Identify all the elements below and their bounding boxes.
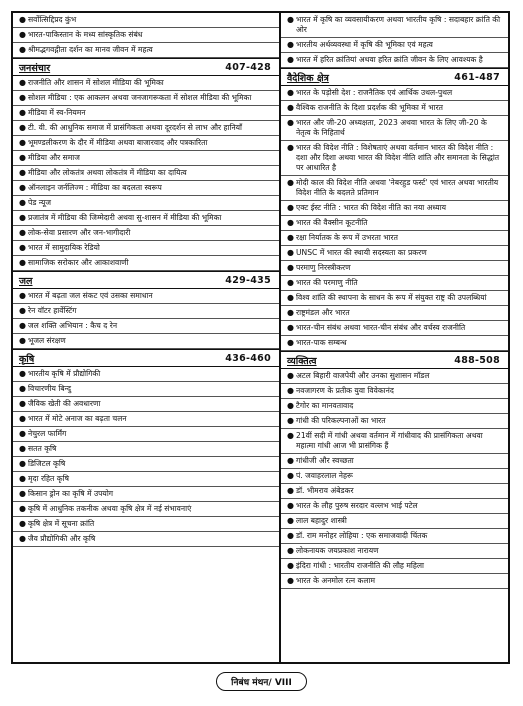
bullet-icon: ● bbox=[287, 531, 294, 540]
section-header bbox=[13, 349, 279, 367]
item-text: गांधीजी और स्वच्छता bbox=[296, 456, 354, 465]
item-text: भारत की परमाणु नीति bbox=[296, 278, 358, 287]
item-text: जैविक खेती की अवधारणा bbox=[28, 399, 101, 408]
item-text: डिजिटल कृषि bbox=[28, 459, 66, 468]
contents-item bbox=[13, 334, 279, 349]
item-text: विश्व शांति की स्थापना के साधन के रूप में संयुक्त राष्ट्र की उपलब्धियां bbox=[296, 293, 487, 302]
bullet-icon: ● bbox=[19, 138, 26, 147]
bullet-icon: ● bbox=[19, 384, 26, 393]
bullet-icon: ● bbox=[287, 323, 294, 332]
item-text: लाल बहादुर शास्त्री bbox=[296, 516, 347, 525]
section-page-range: 436-460 bbox=[225, 352, 271, 364]
contents-item bbox=[281, 306, 508, 321]
item-text: भारत की विदेश नीति : विशेषताएं अथवा वर्तमान भारत की विदेश नीति : दशा और दिशा अथवा भारत की विदेश नीति शांति और समानता के सिद्धांत पर आधारित है bbox=[296, 143, 500, 172]
item-text: भारत में मोटे अनाज का बढ़ता चलन bbox=[28, 414, 127, 423]
item-text: डॉ. राम मनोहर लोहिया : एक समाजवादी चिंतक bbox=[296, 531, 428, 540]
contents-item bbox=[13, 106, 279, 121]
item-text: टी. वी. की आधुनिक समाज में प्रासंगिकता अथवा दूरदर्शन से लाभ और हानियाँ bbox=[28, 123, 243, 132]
contents-item bbox=[281, 176, 508, 201]
contents-item bbox=[281, 544, 508, 559]
section bbox=[13, 349, 279, 547]
bullet-icon: ● bbox=[287, 233, 294, 242]
contents-item bbox=[281, 201, 508, 216]
bullet-icon: ● bbox=[19, 504, 26, 513]
contents-item bbox=[13, 43, 279, 58]
bullet-icon: ● bbox=[19, 45, 26, 54]
section-header bbox=[13, 271, 279, 289]
bullet-icon: ● bbox=[287, 471, 294, 480]
section-title: व्यक्तित्व bbox=[287, 355, 317, 367]
item-text: मृदा रहित कृषि bbox=[28, 474, 69, 483]
bullet-icon: ● bbox=[19, 336, 26, 345]
item-text: वैश्विक राजनीति के दिशा प्रदर्शक की भूमिका में भारत bbox=[296, 103, 443, 112]
contents-item bbox=[13, 472, 279, 487]
bullet-icon: ● bbox=[19, 153, 26, 162]
contents-item bbox=[13, 304, 279, 319]
contents-item bbox=[281, 86, 508, 101]
bullet-icon: ● bbox=[19, 459, 26, 468]
item-text: परमाणु निरस्त्रीकरण bbox=[296, 263, 351, 272]
section-item-list bbox=[281, 369, 508, 589]
section bbox=[13, 271, 279, 349]
contents-item bbox=[281, 369, 508, 384]
bullet-icon: ● bbox=[19, 369, 26, 378]
section-page-range: 488-508 bbox=[454, 354, 500, 366]
bullet-icon: ● bbox=[287, 516, 294, 525]
bullet-icon: ● bbox=[287, 15, 294, 24]
item-text: UNSC में भारत की स्थायी सदस्यता का प्रकरण bbox=[296, 248, 427, 257]
left-sections bbox=[13, 58, 279, 547]
bullet-icon: ● bbox=[19, 399, 26, 408]
contents-item bbox=[281, 116, 508, 141]
item-text: पं. जवाहरलाल नेहरू bbox=[296, 471, 353, 480]
section-title: जल bbox=[19, 275, 33, 287]
bullet-icon: ● bbox=[19, 258, 26, 267]
item-text: भारत-चीन संबंध अथवा भारत-चीन संबंध और वर्चस्व राजनीति bbox=[296, 323, 466, 332]
item-text: भारत में हरित क्रांतियां अथवा हरित क्रांति जीवन के लिए आवश्यक है bbox=[296, 55, 483, 64]
contents-item bbox=[13, 256, 279, 271]
contents-item bbox=[281, 469, 508, 484]
contents-item bbox=[13, 487, 279, 502]
bullet-icon: ● bbox=[287, 278, 294, 287]
item-text: मीडिया और लोकतंत्र अथवा लोकतंत्र में मीडिया का दायित्व bbox=[28, 168, 187, 177]
item-text: रेन वॉटर हार्वेस्टिंग bbox=[28, 306, 77, 315]
bullet-icon: ● bbox=[287, 88, 294, 97]
contents-item bbox=[13, 289, 279, 304]
bullet-icon: ● bbox=[19, 429, 26, 438]
bullet-icon: ● bbox=[19, 30, 26, 39]
bullet-icon: ● bbox=[287, 55, 294, 64]
bullet-icon: ● bbox=[287, 401, 294, 410]
section-header bbox=[281, 351, 508, 369]
item-text: अटल बिहारी वाजपेयी और उनका सुशासन मॉडल bbox=[296, 371, 430, 380]
contents-item bbox=[13, 427, 279, 442]
item-text: भारत के लौह पुरुष सरदार वल्लभ भाई पटेल bbox=[296, 501, 418, 510]
bullet-icon: ● bbox=[287, 561, 294, 570]
item-text: एक्ट ईस्ट नीति : भारत की विदेश नीति का नया अध्याय bbox=[296, 203, 447, 212]
item-text: नेचुरल फार्मिंग bbox=[28, 429, 67, 438]
item-text: मोदी काल की विदेश नीति अथवा 'नेबरहुड फर्स्ट' एवं भारत अथवा भारतीय विदेश नीति के बदलते प्रतिमान bbox=[296, 178, 499, 197]
contents-item bbox=[13, 319, 279, 334]
section-title: कृषि bbox=[19, 353, 35, 365]
bullet-icon: ● bbox=[19, 15, 26, 24]
item-text: सामाजिक सरोकार और आकाशवाणी bbox=[28, 258, 129, 267]
item-text: सतत कृषि bbox=[28, 444, 57, 453]
contents-item bbox=[281, 336, 508, 351]
contents-item bbox=[13, 196, 279, 211]
bullet-icon: ● bbox=[287, 431, 294, 440]
item-text: कृषि क्षेत्र में सूचना क्रांति bbox=[28, 519, 95, 528]
contents-item bbox=[281, 529, 508, 544]
item-text: भारतीय अर्थव्यवस्था में कृषि की भूमिका एवं महत्व bbox=[296, 40, 433, 49]
section-page-range: 429-435 bbox=[225, 274, 271, 286]
item-text: भारत-पाक सम्बन्ध bbox=[296, 338, 347, 347]
bullet-icon: ● bbox=[287, 308, 294, 317]
contents-item bbox=[13, 397, 279, 412]
item-text: 21वीं सदी में गांधी अथवा वर्तमान में गांधीवाद की प्रासंगिकता अथवा महात्मा गांधी आज भी प्रासंगिक हैं bbox=[296, 431, 483, 450]
bullet-icon: ● bbox=[19, 291, 26, 300]
contents-item bbox=[13, 382, 279, 397]
bullet-icon: ● bbox=[19, 306, 26, 315]
bullet-icon: ● bbox=[287, 546, 294, 555]
contents-item bbox=[281, 429, 508, 454]
contents-item bbox=[13, 226, 279, 241]
contents-item bbox=[13, 181, 279, 196]
item-text: डॉ. भीमराव अंबेडकर bbox=[296, 486, 354, 495]
bullet-icon: ● bbox=[19, 534, 26, 543]
item-text: भारत की वैक्सीन कूटनीति bbox=[296, 218, 368, 227]
section bbox=[281, 68, 508, 351]
item-text: पेड न्यूज bbox=[28, 198, 52, 207]
contents-item bbox=[13, 211, 279, 226]
left-column bbox=[13, 13, 281, 662]
bullet-icon: ● bbox=[287, 293, 294, 302]
contents-item bbox=[13, 13, 279, 28]
contents-item bbox=[13, 367, 279, 382]
item-text: नवजागरण के प्रतीक युवा विवेकानंद bbox=[296, 386, 394, 395]
item-text: कृषि में आधुनिक तकनीक अथवा कृषि क्षेत्र में नई संभावनाएं bbox=[28, 504, 192, 513]
item-text: रक्षा निर्यातक के रूप में उभरता भारत bbox=[296, 233, 398, 242]
item-text: जैव प्रौद्योगिकी और कृषि bbox=[28, 534, 96, 543]
bullet-icon: ● bbox=[287, 248, 294, 257]
contents-item bbox=[281, 231, 508, 246]
bullet-icon: ● bbox=[19, 474, 26, 483]
bullet-icon: ● bbox=[19, 93, 26, 102]
bullet-icon: ● bbox=[19, 123, 26, 132]
section-item-list bbox=[13, 367, 279, 547]
contents-item bbox=[281, 484, 508, 499]
contents-item bbox=[281, 499, 508, 514]
bullet-icon: ● bbox=[287, 416, 294, 425]
contents-item bbox=[281, 101, 508, 116]
item-text: लोकनायक जयप्रकाश नारायण bbox=[296, 546, 379, 555]
item-text: गांधी की परिकल्पनाओं का भारत bbox=[296, 416, 386, 425]
item-text: राष्ट्रमंडल और भारत bbox=[296, 308, 350, 317]
contents-item bbox=[281, 38, 508, 53]
contents-item bbox=[281, 261, 508, 276]
bullet-icon: ● bbox=[287, 263, 294, 272]
bullet-icon: ● bbox=[19, 213, 26, 222]
section-page-range: 461-487 bbox=[454, 71, 500, 83]
contents-item bbox=[281, 13, 508, 38]
item-text: भारत के पड़ोसी देश : राजनैतिक एवं आर्थिक उथल-पुथल bbox=[296, 88, 453, 97]
contents-item bbox=[281, 276, 508, 291]
bullet-icon: ● bbox=[287, 338, 294, 347]
contents-item bbox=[13, 412, 279, 427]
item-text: मीडिया में स्व-नियमन bbox=[28, 108, 86, 117]
bullet-icon: ● bbox=[19, 519, 26, 528]
item-text: भारत में बढ़ता जल संकट एवं उसका समाधान bbox=[28, 291, 153, 300]
contents-frame bbox=[11, 11, 510, 664]
bullet-icon: ● bbox=[19, 183, 26, 192]
bullet-icon: ● bbox=[287, 576, 294, 585]
right-sections bbox=[281, 68, 508, 589]
contents-item bbox=[13, 502, 279, 517]
contents-item bbox=[281, 574, 508, 589]
contents-item bbox=[13, 76, 279, 91]
bullet-icon: ● bbox=[287, 501, 294, 510]
left-intro-list bbox=[13, 13, 279, 58]
section-header bbox=[281, 68, 508, 86]
item-text: भूजल संरक्षण bbox=[28, 336, 66, 345]
bullet-icon: ● bbox=[287, 203, 294, 212]
section-item-list bbox=[13, 289, 279, 349]
item-text: भूमण्डलीकरण के दौर में मीडिया अथवा बाजारवाद और पत्रकारिता bbox=[28, 138, 208, 147]
bullet-icon: ● bbox=[287, 178, 294, 187]
item-text: भारत में सामुदायिक रेडियो bbox=[28, 243, 100, 252]
contents-item bbox=[281, 559, 508, 574]
item-text: मीडिया और समाज bbox=[28, 153, 80, 162]
item-text: विचारणीय बिन्दु bbox=[28, 384, 72, 393]
item-text: सोशल मीडिया : एक आकलन अथवा जनजागरूकता में सोशल मीडिया की भूमिका bbox=[28, 93, 252, 102]
contents-item bbox=[13, 121, 279, 136]
item-text: सर्वोत्सिद्दिप्रद कुंभ bbox=[28, 15, 77, 24]
contents-item bbox=[281, 53, 508, 68]
contents-item bbox=[13, 241, 279, 256]
section bbox=[281, 351, 508, 589]
bullet-icon: ● bbox=[287, 386, 294, 395]
item-text: टैगोर का मानवतावाद bbox=[296, 401, 354, 410]
contents-item bbox=[13, 91, 279, 106]
contents-item bbox=[13, 136, 279, 151]
section-header bbox=[13, 58, 279, 76]
item-text: भारतीय कृषि में प्रौद्योगिकी bbox=[28, 369, 101, 378]
contents-item bbox=[13, 517, 279, 532]
bullet-icon: ● bbox=[19, 228, 26, 237]
item-text: इंदिरा गांधी : भारतीय राजनीति की लौह महिला bbox=[296, 561, 425, 570]
item-text: भारत-पाकिस्तान के मध्य सांस्कृतिक संबंध bbox=[28, 30, 143, 39]
contents-item bbox=[281, 514, 508, 529]
item-text: लोक-सेवा प्रसारण और जन-भागीदारी bbox=[28, 228, 131, 237]
contents-item bbox=[281, 246, 508, 261]
item-text: भारत में कृषि का व्यवसायीकरण अथवा भारतीय कृषि : सदाबहार क्रांति की ओर bbox=[296, 15, 501, 34]
item-text: ऑनलाइन जर्नलिज्म : मीडिया का बदलता स्वरूप bbox=[28, 183, 162, 192]
contents-item bbox=[13, 532, 279, 547]
contents-item bbox=[13, 442, 279, 457]
bullet-icon: ● bbox=[287, 456, 294, 465]
bullet-icon: ● bbox=[19, 78, 26, 87]
item-text: राजनीति और शासन में सोशल मीडिया की भूमिका bbox=[28, 78, 164, 87]
bullet-icon: ● bbox=[19, 108, 26, 117]
section-item-list bbox=[13, 76, 279, 271]
item-text: जल शक्ति अभियान : कैच द रेन bbox=[28, 321, 118, 330]
bullet-icon: ● bbox=[19, 243, 26, 252]
bullet-icon: ● bbox=[287, 118, 294, 127]
bullet-icon: ● bbox=[19, 198, 26, 207]
section-title: जनसंचार bbox=[19, 62, 51, 74]
bullet-icon: ● bbox=[19, 321, 26, 330]
contents-item bbox=[281, 454, 508, 469]
contents-item bbox=[281, 291, 508, 306]
section bbox=[13, 58, 279, 271]
contents-item bbox=[281, 321, 508, 336]
section-title: वैदेशिक क्षेत्र bbox=[287, 72, 329, 84]
contents-item bbox=[281, 399, 508, 414]
footer-label: निबंध मंथन/ VIII bbox=[216, 672, 307, 691]
contents-item bbox=[281, 141, 508, 176]
item-text: प्रजातंत्र में मीडिया की जिम्मेदारी अथवा सु-शासन में मीडिया की भूमिका bbox=[28, 213, 222, 222]
contents-item bbox=[281, 414, 508, 429]
bullet-icon: ● bbox=[287, 143, 294, 152]
page-footer bbox=[0, 670, 523, 691]
item-text: भारत के अनमोल रत्न कलाम bbox=[296, 576, 376, 585]
item-text: श्रीमद्भगवद्गीता दर्शन का मानव जीवन में महत्व bbox=[28, 45, 153, 54]
bullet-icon: ● bbox=[287, 371, 294, 380]
contents-item bbox=[281, 384, 508, 399]
item-text: भारत और जी-20 अध्यक्षता, 2023 अथवा भारत के लिए जी-20 के नेतृत्व के निहितार्थ bbox=[296, 118, 487, 137]
section-page-range: 407-428 bbox=[225, 61, 271, 73]
bullet-icon: ● bbox=[19, 414, 26, 423]
bullet-icon: ● bbox=[287, 40, 294, 49]
bullet-icon: ● bbox=[287, 103, 294, 112]
right-column bbox=[281, 13, 508, 662]
bullet-icon: ● bbox=[19, 168, 26, 177]
contents-item bbox=[281, 216, 508, 231]
contents-item bbox=[13, 28, 279, 43]
right-intro-list bbox=[281, 13, 508, 68]
contents-item bbox=[13, 166, 279, 181]
section-item-list bbox=[281, 86, 508, 351]
bullet-icon: ● bbox=[19, 444, 26, 453]
item-text: किसान ड्रोन का कृषि में उपयोग bbox=[28, 489, 114, 498]
contents-item bbox=[13, 457, 279, 472]
bullet-icon: ● bbox=[287, 218, 294, 227]
contents-item bbox=[13, 151, 279, 166]
bullet-icon: ● bbox=[287, 486, 294, 495]
bullet-icon: ● bbox=[19, 489, 26, 498]
